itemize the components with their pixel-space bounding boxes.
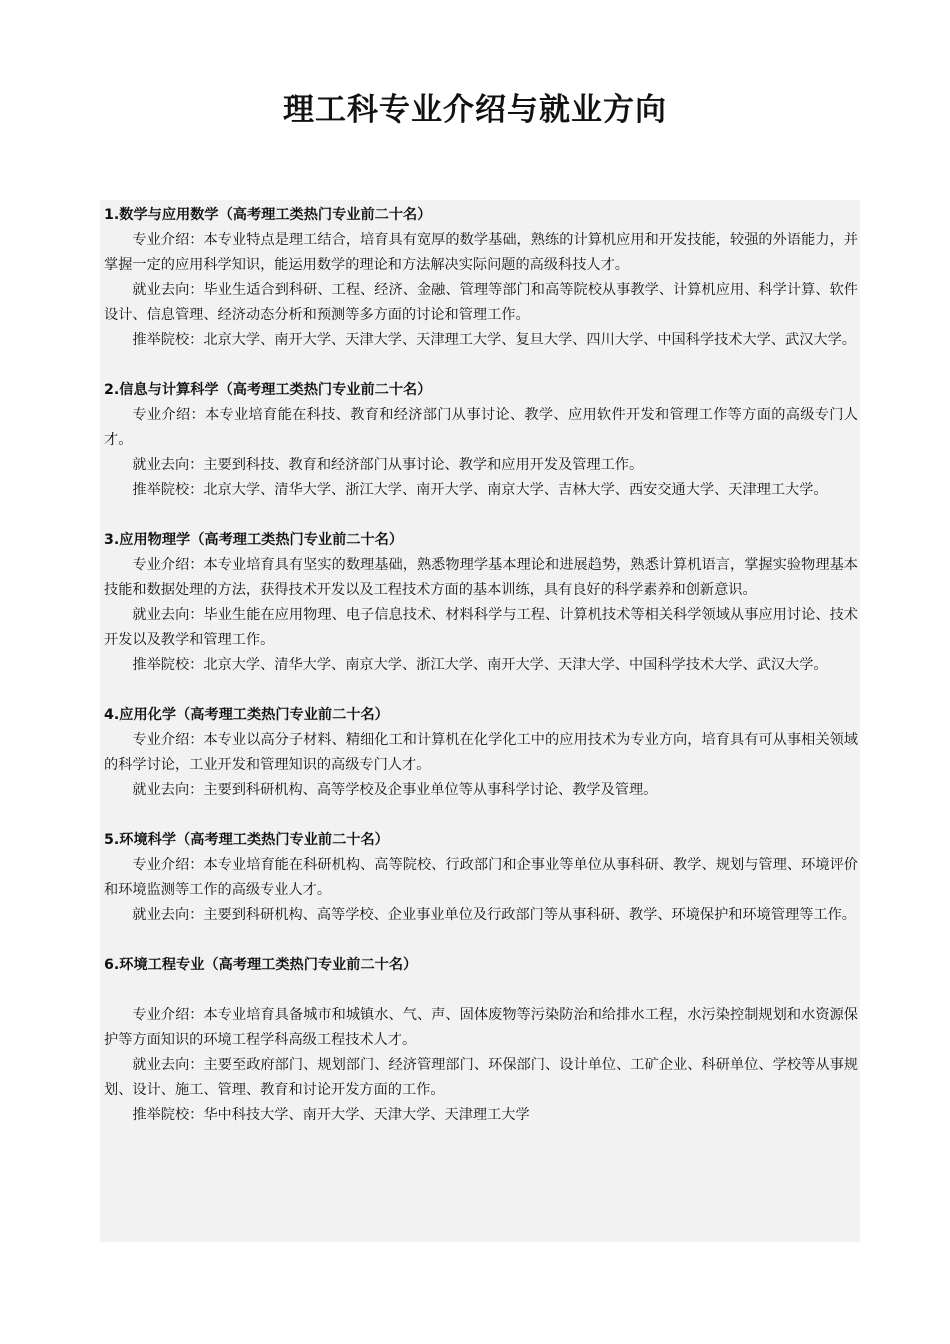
major-intro: 专业介绍：本专业培育具有坚实的数理基础，熟悉物理学基本理论和进展趋势，熟悉计算机语言，掌握实验物理基本技能和数据处理的方法，获得技术开发以及工程技术方面的基本训练，具有良好的科学素养和创新意识。 xyxy=(104,557,858,598)
recommended-schools: 推举院校：北京大学、南开大学、天津大学、天津理工大学、复旦大学、四川大学、中国科学技术大学、武汉大学。 xyxy=(132,332,856,348)
career-direction: 就业去向：主要到科研机构、高等学校及企事业单位等从事科学讨论、教学及管理。 xyxy=(132,782,658,798)
recommended-schools: 推举院校：北京大学、清华大学、浙江大学、南开大学、南京大学、吉林大学、西安交通大学、天津理工大学。 xyxy=(132,482,828,498)
blank-line xyxy=(104,978,858,1003)
major-section-info-computing xyxy=(104,378,858,503)
career-direction: 就业去向：主要至政府部门、规划部门、经济管理部门、环保部门、设计单位、工矿企业、科研单位、学校等从事规划、设计、施工、管理、教育和讨论开发方面的工作。 xyxy=(104,1057,858,1098)
career-direction: 就业去向：主要到科研机构、高等学校、企业事业单位及行政部门等从事科研、教学、环境保护和环境管理等工作。 xyxy=(132,907,856,923)
recommended-schools: 推举院校：北京大学、清华大学、南京大学、浙江大学、南开大学、天津大学、中国科学技术大学、武汉大学。 xyxy=(132,657,828,673)
section-heading: 5.环境科学（高考理工类热门专业前二十名） xyxy=(104,832,389,848)
section-heading: 6.环境工程专业（高考理工类热门专业前二十名） xyxy=(104,957,418,973)
section-heading: 1.数学与应用数学（高考理工类热门专业前二十名） xyxy=(104,207,432,223)
major-section-env-science xyxy=(104,828,858,928)
major-intro: 专业介绍：本专业以高分子材料、精细化工和计算机在化学化工中的应用技术为专业方向，培育具有可从事相关领域的科学讨论，工业开发和管理知识的高级专门人才。 xyxy=(104,732,858,773)
career-direction: 就业去向：毕业生适合到科研、工程、经济、金融、管理等部门和高等院校从事教学、计算机应用、科学计算、软件设计、信息管理、经济动态分析和预测等多方面的讨论和管理工作。 xyxy=(104,282,858,323)
career-direction: 就业去向：毕业生能在应用物理、电子信息技术、材料科学与工程、计算机技术等相关科学领域从事应用讨论、技术开发以及教学和管理工作。 xyxy=(104,607,858,648)
section-heading: 3.应用物理学（高考理工类热门专业前二十名） xyxy=(104,532,404,548)
recommended-schools: 推举院校：华中科技大学、南开大学、天津大学、天津理工大学 xyxy=(132,1107,530,1123)
major-intro: 专业介绍：本专业特点是理工结合，培育具有宽厚的数学基础，熟练的计算机应用和开发技能，较强的外语能力，并掌握一定的应用科学知识，能运用数学的理论和方法解决实际问题的高级科技人才。 xyxy=(104,232,858,273)
major-section-applied-chemistry xyxy=(104,703,858,803)
major-intro: 专业介绍：本专业培育具备城市和城镇水、气、声、固体废物等污染防治和给排水工程，水污染控制规划和水资源保护等方面知识的环境工程学科高级工程技术人才。 xyxy=(104,1007,858,1048)
major-intro: 专业介绍：本专业培育能在科研机构、高等院校、行政部门和企事业等单位从事科研、教学、规划与管理、环境评价和环境监测等工作的高级专业人才。 xyxy=(104,857,858,898)
section-heading: 2.信息与计算科学（高考理工类热门专业前二十名） xyxy=(104,382,432,398)
section-heading: 4.应用化学（高考理工类热门专业前二十名） xyxy=(104,707,389,723)
major-section-applied-physics xyxy=(104,528,858,678)
major-section-env-engineering xyxy=(104,953,858,1128)
major-intro: 专业介绍：本专业培育能在科技、教育和经济部门从事讨论、教学、应用软件开发和管理工作等方面的高级专门人才。 xyxy=(104,407,858,448)
career-direction: 就业去向：主要到科技、教育和经济部门从事讨论、教学和应用开发及管理工作。 xyxy=(132,457,644,473)
major-section-math xyxy=(104,203,858,353)
page-title: 理工科专业介绍与就业方向 xyxy=(283,92,667,128)
document-body xyxy=(100,200,860,1242)
